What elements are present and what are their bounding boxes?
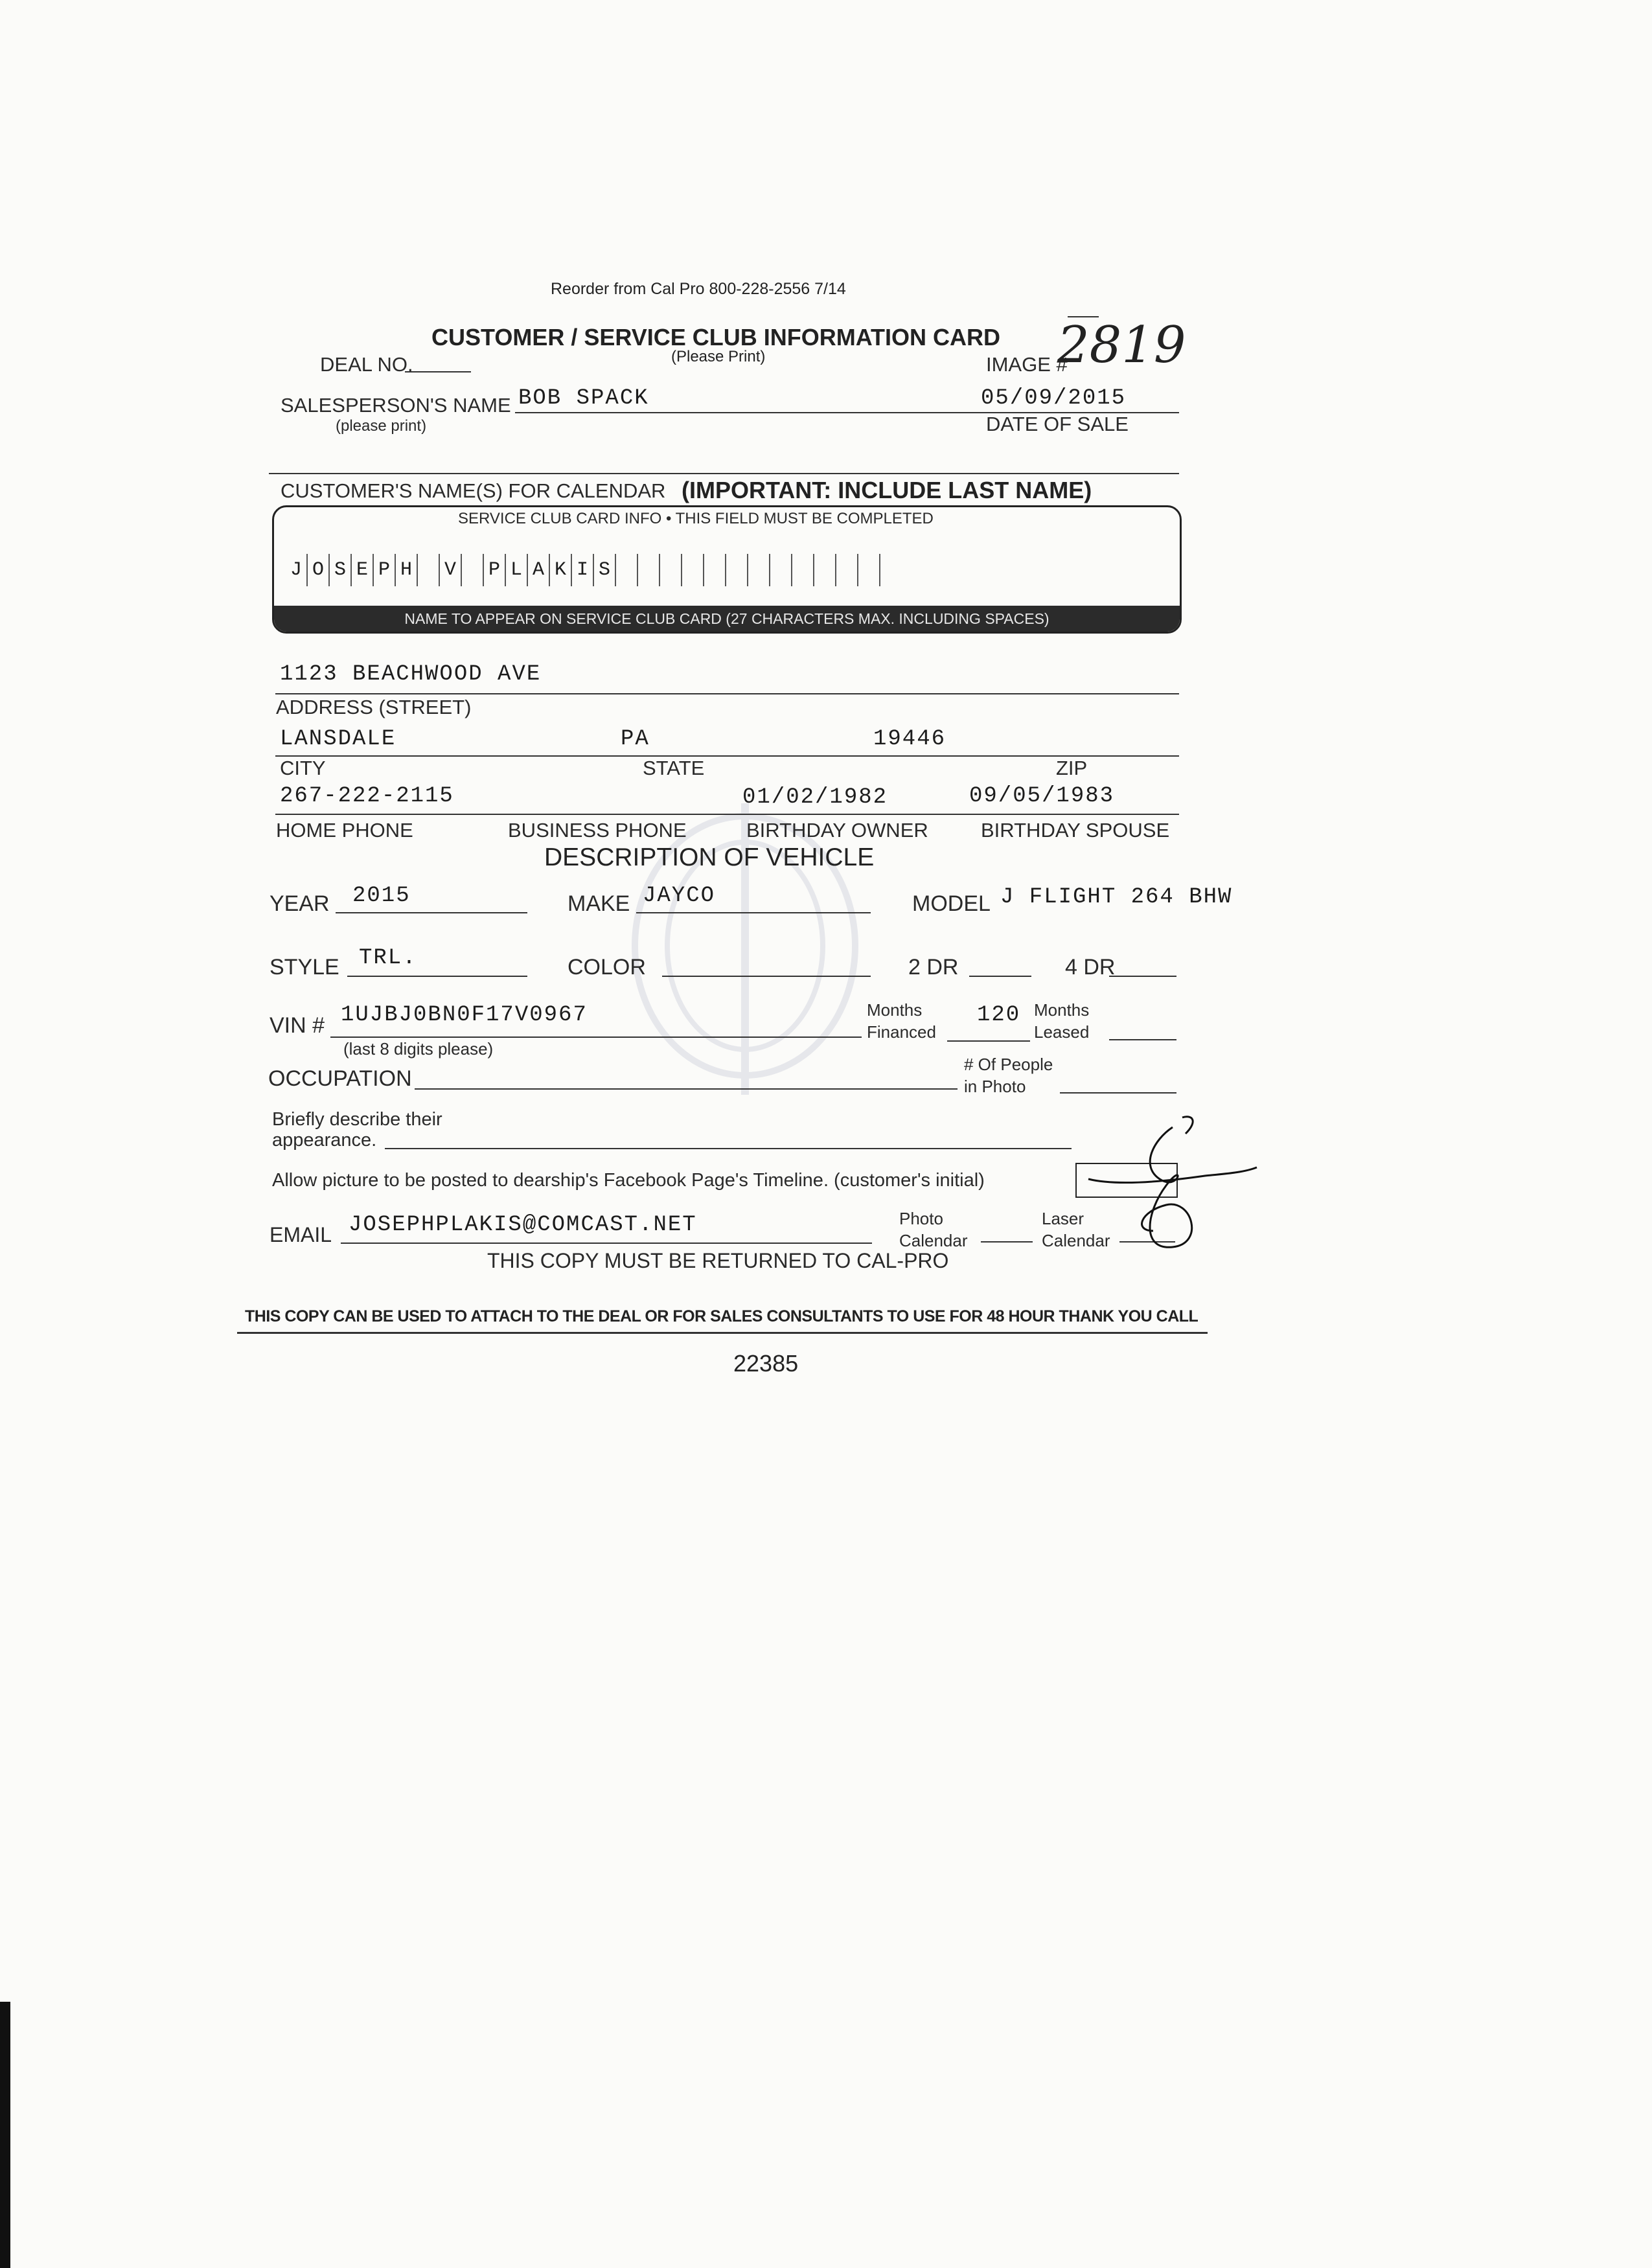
city-line	[275, 755, 1179, 757]
salesperson-value[interactable]: BOB SPACK	[518, 386, 649, 411]
card-cell: S	[330, 554, 352, 586]
please-print-note: (Please Print)	[671, 348, 766, 365]
card-cell	[748, 554, 770, 586]
model-label: MODEL	[912, 891, 991, 916]
appearance-label-line2: appearance.	[272, 1130, 377, 1151]
card-cell: H	[396, 554, 418, 586]
occupation-line	[415, 1088, 958, 1090]
vin-value[interactable]: 1UJBJ0BN0F17V0967	[341, 1003, 588, 1027]
form-number: 22385	[733, 1350, 799, 1377]
card-cell: K	[550, 554, 572, 586]
card-cell	[616, 554, 638, 586]
year-line	[336, 912, 527, 913]
model-value[interactable]: J FLIGHT 264 BHW	[1000, 885, 1233, 910]
card-cell	[858, 554, 880, 586]
card-cell: V	[440, 554, 462, 586]
email-value[interactable]: JOSEPHPLAKIS@COMCAST.NET	[349, 1213, 697, 1237]
card-cell: S	[594, 554, 616, 586]
return-notice: THIS COPY MUST BE RETURNED TO CAL-PRO	[487, 1249, 949, 1272]
laser-calendar-bottom-label: Calendar	[1042, 1231, 1110, 1250]
color-line	[662, 976, 871, 977]
card-cell	[814, 554, 836, 586]
form-title: CUSTOMER / SERVICE CLUB INFORMATION CARD	[431, 324, 1001, 350]
home-phone-label: HOME PHONE	[276, 819, 413, 842]
two-dr-line	[969, 976, 1031, 977]
date-of-sale-value[interactable]: 05/09/2015	[981, 386, 1127, 411]
card-cell: P	[374, 554, 396, 586]
scan-edge	[0, 2002, 10, 2268]
state-label: STATE	[643, 757, 705, 779]
address-line	[275, 693, 1179, 694]
bottom-rule	[237, 1332, 1208, 1334]
address-label: ADDRESS (STREET)	[276, 696, 472, 718]
phone-line	[275, 814, 1179, 815]
city-label: CITY	[280, 757, 326, 779]
service-club-card-box	[272, 505, 1182, 634]
card-cell	[418, 554, 440, 586]
calendar-top-line	[269, 473, 1179, 474]
birthday-spouse-value[interactable]: 09/05/1983	[969, 784, 1115, 808]
business-phone-label: BUSINESS PHONE	[508, 819, 687, 842]
color-label: COLOR	[568, 955, 646, 979]
photo-calendar-top-label: Photo	[899, 1209, 943, 1228]
birthday-owner-label: BIRTHDAY OWNER	[746, 819, 928, 842]
card-cell	[770, 554, 792, 586]
months-financed-value[interactable]: 120	[977, 1003, 1021, 1027]
state-value[interactable]: PA	[621, 727, 650, 751]
style-line	[347, 976, 527, 977]
date-of-sale-label: DATE OF SALE	[986, 413, 1129, 435]
style-value[interactable]: TRL.	[359, 946, 417, 970]
card-cell: P	[484, 554, 506, 586]
vin-label: VIN #	[270, 1013, 325, 1038]
photo-calendar-bottom-label: Calendar	[899, 1231, 968, 1250]
email-line	[341, 1243, 872, 1244]
city-value[interactable]: LANSDALE	[280, 727, 396, 751]
card-footer-text: NAME TO APPEAR ON SERVICE CLUB CARD (27 CHARACTERS MAX. INCLUDING SPACES)	[404, 610, 1050, 627]
months-financed-line	[947, 1040, 1030, 1042]
card-cell: O	[308, 554, 330, 586]
zip-label: ZIP	[1056, 757, 1088, 779]
style-label: STYLE	[270, 955, 339, 979]
birthday-owner-value[interactable]: 01/02/1982	[742, 785, 888, 810]
facebook-permission-text: Allow picture to be posted to dearship's Facebook Page's Timeline. (customer's initial)	[272, 1170, 985, 1191]
card-cell: J	[286, 554, 308, 586]
calendar-important-note: (IMPORTANT: INCLUDE LAST NAME)	[682, 477, 1092, 503]
photo-calendar-line	[981, 1241, 1033, 1243]
card-cell	[682, 554, 704, 586]
bottom-notice: THIS COPY CAN BE USED TO ATTACH TO THE DEAL OR FOR SALES CONSULTANTS TO USE FOR 48 HOUR THANK YOU CALL	[245, 1307, 1199, 1325]
year-value[interactable]: 2015	[352, 884, 411, 908]
occupation-label: OCCUPATION	[268, 1066, 412, 1091]
calendar-name-label: CUSTOMER'S NAME(S) FOR CALENDAR	[281, 479, 666, 502]
card-cell: A	[528, 554, 550, 586]
salesperson-label: SALESPERSON'S NAME	[281, 394, 511, 417]
customer-initial-signature	[1062, 1114, 1270, 1257]
salesperson-sub-label: (please print)	[336, 417, 427, 435]
months-leased-bottom-label: Leased	[1034, 1022, 1090, 1042]
card-cell	[638, 554, 660, 586]
card-cell	[660, 554, 682, 586]
home-phone-value[interactable]: 267-222-2115	[280, 784, 454, 808]
year-label: YEAR	[270, 891, 330, 916]
months-leased-line	[1109, 1039, 1176, 1040]
card-cell	[704, 554, 726, 586]
appearance-label-line1: Briefly describe their	[272, 1109, 442, 1130]
vin-line	[330, 1037, 862, 1038]
address-value[interactable]: 1123 BEACHWOOD AVE	[280, 662, 542, 687]
vin-sub-label: (last 8 digits please)	[343, 1039, 494, 1059]
make-label: MAKE	[568, 891, 630, 916]
image-overline	[1068, 316, 1099, 317]
card-name-cells[interactable]	[286, 554, 880, 586]
card-cell: I	[572, 554, 594, 586]
vehicle-section-header: DESCRIPTION OF VEHICLE	[544, 843, 875, 871]
card-cell	[836, 554, 858, 586]
card-cell: E	[352, 554, 374, 586]
card-cell	[462, 554, 484, 586]
people-line	[1060, 1092, 1176, 1094]
email-label: EMAIL	[270, 1223, 332, 1246]
months-leased-top-label: Months	[1034, 1000, 1090, 1020]
people-top-label: # Of People	[964, 1055, 1053, 1074]
card-cell	[726, 554, 748, 586]
four-dr-label: 4 DR	[1065, 955, 1116, 979]
card-cell	[792, 554, 814, 586]
deal-no-label: DEAL NO.	[320, 353, 413, 376]
deal-no-line	[405, 371, 471, 372]
card-cell: L	[506, 554, 528, 586]
image-label: IMAGE #	[986, 353, 1068, 376]
months-financed-top-label: Months	[867, 1000, 923, 1020]
make-line	[636, 912, 871, 913]
laser-calendar-top-label: Laser	[1042, 1209, 1084, 1228]
months-financed-bottom-label: Financed	[867, 1022, 936, 1042]
card-info-header: SERVICE CLUB CARD INFO • THIS FIELD MUST BE COMPLETED	[458, 510, 934, 527]
reorder-line: Reorder from Cal Pro 800-228-2556 7/14	[551, 280, 846, 298]
appearance-line	[385, 1148, 1072, 1149]
people-bottom-label: in Photo	[964, 1077, 1026, 1096]
birthday-spouse-label: BIRTHDAY SPOUSE	[981, 819, 1170, 842]
make-value[interactable]: JAYCO	[643, 884, 716, 908]
two-dr-label: 2 DR	[908, 955, 959, 979]
image-number-handwritten: 2819	[1057, 316, 1186, 374]
zip-value[interactable]: 19446	[873, 727, 946, 751]
four-dr-line	[1109, 976, 1176, 977]
